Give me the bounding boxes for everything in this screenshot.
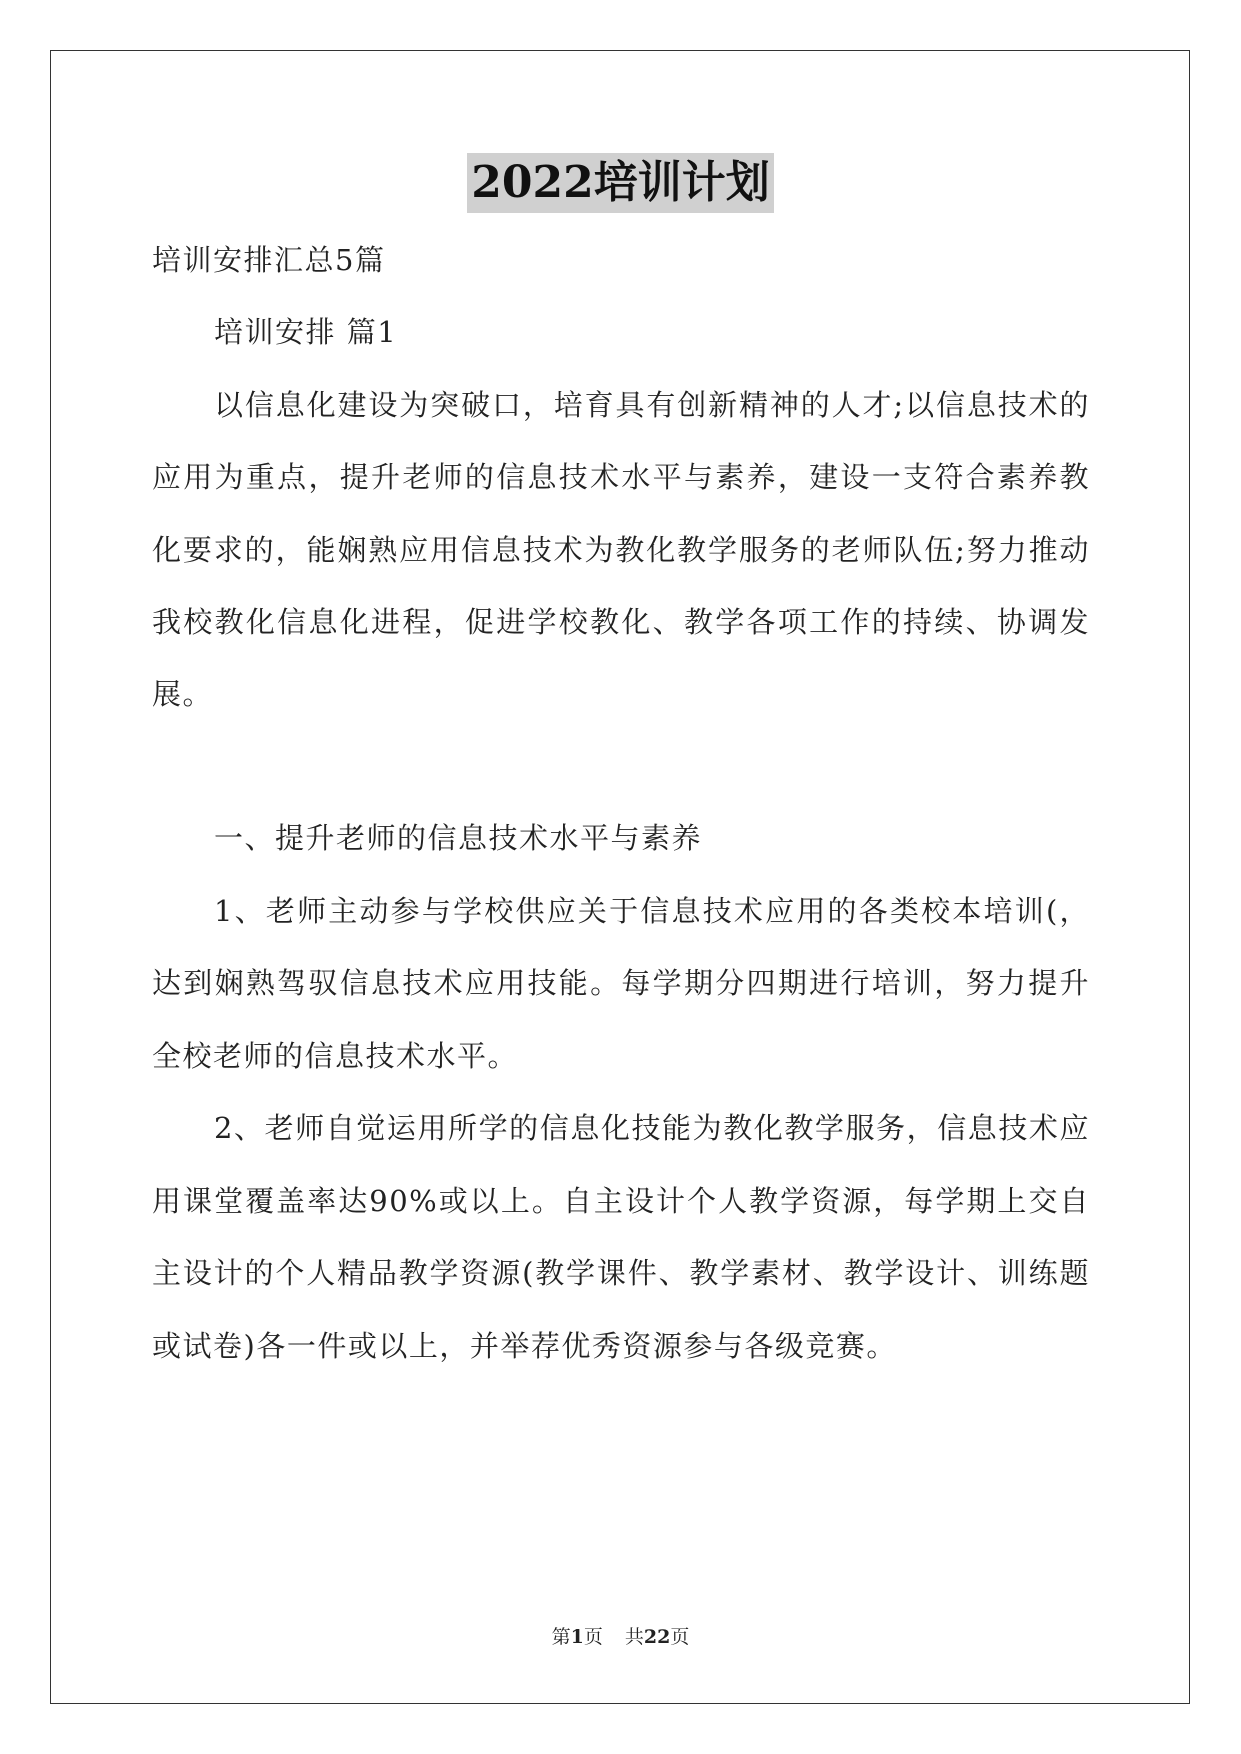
paragraph-line: 化要求的，能娴熟应用信息技术为教化教学服务的老师队伍;努力推动 (152, 533, 1090, 567)
paragraph-line: 全校老师的信息技术水平。 (152, 1039, 519, 1073)
document-subtitle: 培训安排汇总5篇 (152, 243, 386, 277)
page-prefix: 第 (551, 1626, 571, 1648)
total-pages: 22 (643, 1626, 671, 1648)
total-suffix: 页 (670, 1626, 690, 1648)
document-title: 2022培训计划 (467, 153, 773, 213)
page-footer (0, 1622, 1241, 1649)
paragraph-line: 2、老师自觉运用所学的信息化技能为教化教学服务，信息技术应 (214, 1111, 1090, 1145)
page-number: 1 (570, 1626, 584, 1648)
paragraph-line: 展。 (152, 677, 214, 711)
page-suffix: 页 (583, 1626, 603, 1648)
paragraph-line: 主设计的个人精品教学资源(教学课件、教学素材、教学设计、训练题 (152, 1256, 1090, 1290)
section-heading: 培训安排 篇1 (214, 315, 398, 349)
paragraph-line: 以信息化建设为突破口，培育具有创新精神的人才;以信息技术的 (214, 388, 1090, 422)
paragraph-line: 或试卷)各一件或以上，并举荐优秀资源参与各级竞赛。 (152, 1329, 897, 1363)
section-heading: 一、提升老师的信息技术水平与素养 (214, 821, 703, 855)
title-container (0, 153, 1241, 213)
page-border (50, 50, 1190, 1704)
total-prefix: 共 (624, 1626, 644, 1648)
paragraph-line: 我校教化信息化进程，促进学校教化、教学各项工作的持续、协调发 (152, 605, 1090, 639)
paragraph-line: 1、老师主动参与学校供应关于信息技术应用的各类校本培训(， (214, 894, 1090, 928)
paragraph-line: 达到娴熟驾驭信息技术应用技能。每学期分四期进行培训，努力提升 (152, 966, 1090, 1000)
paragraph-line: 用课堂覆盖率达90%或以上。自主设计个人教学资源，每学期上交自 (152, 1184, 1090, 1218)
paragraph-line: 应用为重点，提升老师的信息技术水平与素养，建设一支符合素养教 (152, 460, 1090, 494)
